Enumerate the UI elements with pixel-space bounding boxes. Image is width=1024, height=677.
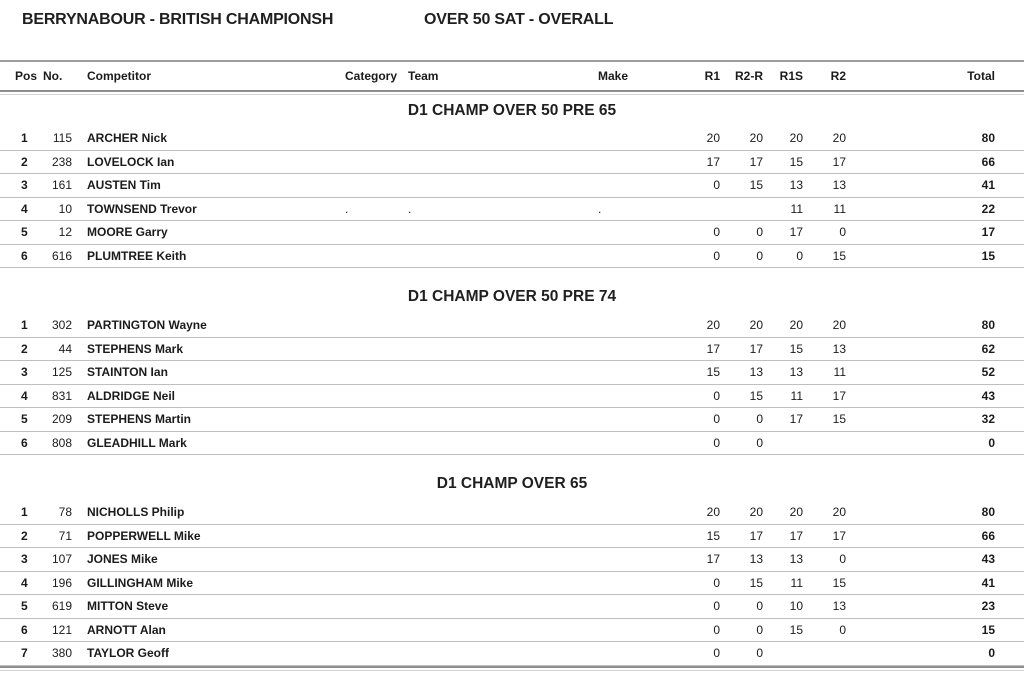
total-cell: 0 [988,646,995,661]
table-row [0,642,1024,666]
no-cell: 302 [51,318,72,333]
r2-r-cell: 0 [756,412,763,427]
pos-cell: 5 [21,412,28,427]
total-cell: 15 [981,622,995,637]
no-cell: 71 [58,528,72,543]
r1s-cell: 17 [789,528,803,543]
pos-cell: 1 [21,505,28,520]
no-cell: 125 [51,365,72,380]
r2-r-cell: 0 [756,599,763,614]
no-cell: 12 [58,225,72,240]
r2-cell: 17 [832,528,846,543]
total-cell: 52 [981,365,995,380]
r1s-cell: 15 [789,622,803,637]
header-r2: R2 [830,69,846,83]
no-cell: 107 [51,552,72,567]
no-cell: 238 [51,154,72,169]
table-header-row [0,60,1024,90]
r1s-cell: 13 [789,365,803,380]
competitor-cell: STAINTON Ian [87,365,168,380]
total-cell: 43 [981,388,995,403]
results-table-body [0,95,1024,666]
r1s-cell: 13 [789,552,803,567]
total-cell: 41 [981,178,995,193]
r2-cell: 13 [832,178,846,193]
document-title: BERRYNABOUR - BRITISH CHAMPIONSH [22,11,334,28]
total-cell: 23 [981,599,995,614]
pos-cell: 3 [21,365,28,380]
pos-cell: 2 [21,341,28,356]
r1-cell: 0 [713,435,720,450]
competitor-cell: TAYLOR Geoff [87,646,170,661]
no-cell: 831 [51,388,72,403]
table-row [0,338,1024,362]
total-cell: 32 [981,412,995,427]
pos-cell: 6 [21,435,28,450]
competitor-cell: ALDRIDGE Neil [87,388,176,403]
section-d1-champ-over-65 [0,455,1024,666]
competitor-cell: PLUMTREE Keith [87,248,187,263]
table-row [0,361,1024,385]
section-title: D1 CHAMP OVER 50 PRE 74 [407,288,617,305]
competitor-cell: ARNOTT Alan [87,622,166,637]
section-d1-champ-over-50-pre-74 [0,268,1024,455]
table-row [0,314,1024,338]
r2-cell: 11 [833,201,846,216]
pos-cell: 4 [21,388,28,403]
total-cell: 22 [981,201,995,216]
r1-cell: 0 [713,248,720,263]
r1s-cell: 0 [796,248,803,263]
r1-cell: 17 [706,154,720,169]
r1s-cell: 17 [789,225,803,240]
r1s-cell: 20 [789,131,803,146]
r1-cell: 0 [713,225,720,240]
category-cell: . [345,201,349,216]
section-title: D1 CHAMP OVER 50 PRE 65 [407,102,617,119]
r2-r-cell: 20 [749,131,763,146]
r2-r-cell: 17 [749,154,763,169]
r1s-cell: 17 [789,412,803,427]
pos-cell: 6 [21,248,28,263]
r2-r-cell: 0 [756,225,763,240]
r1-cell: 15 [706,528,720,543]
pos-cell: 2 [21,528,28,543]
document-subtitle: OVER 50 SAT - OVERALL [424,11,614,28]
competitor-cell: GLEADHILL Mark [87,435,187,450]
r1s-cell: 10 [789,599,803,614]
total-cell: 41 [981,575,995,590]
r2-r-cell: 17 [749,528,763,543]
header-team: Team [408,69,439,83]
table-row [0,221,1024,245]
make-cell: . [598,201,602,216]
table-row [0,572,1024,596]
total-cell: 66 [981,154,995,169]
table-row [0,432,1024,456]
pos-cell: 6 [21,622,28,637]
r2-cell: 20 [832,131,846,146]
r2-cell: 20 [832,505,846,520]
r2-cell: 0 [839,225,846,240]
competitor-cell: POPPERWELL Mike [87,528,201,543]
table-row [0,619,1024,643]
competitor-cell: TOWNSEND Trevor [87,201,197,216]
competitor-cell: LOVELOCK Ian [87,154,175,169]
competitor-cell: NICHOLLS Philip [87,505,185,520]
table-row [0,548,1024,572]
competitor-cell: ARCHER Nick [87,131,168,146]
r2-r-cell: 0 [756,646,763,661]
no-cell: 380 [51,646,72,661]
pos-cell: 5 [21,599,28,614]
no-cell: 10 [58,201,72,216]
r1-cell: 0 [713,599,720,614]
table-row [0,198,1024,222]
no-cell: 115 [52,131,72,146]
no-cell: 209 [51,412,72,427]
no-cell: 78 [58,505,72,520]
no-cell: 616 [51,248,72,263]
header-r1s: R1S [779,69,803,83]
total-cell: 66 [981,528,995,543]
header-r2-r: R2-R [734,69,763,83]
total-cell: 80 [981,505,995,520]
r2-r-cell: 0 [756,435,763,450]
pos-cell: 7 [21,646,28,661]
r2-r-cell: 13 [749,552,763,567]
competitor-cell: MOORE Garry [87,225,168,240]
total-cell: 80 [981,131,995,146]
pos-cell: 1 [21,318,28,333]
no-cell: 161 [51,178,72,193]
r1-cell: 0 [713,178,720,193]
table-row [0,151,1024,175]
pos-cell: 5 [21,225,28,240]
no-cell: 619 [51,599,72,614]
r2-r-cell: 20 [749,505,763,520]
section-title: D1 CHAMP OVER 65 [436,475,588,492]
r1s-cell: 20 [789,318,803,333]
r1-cell: 0 [713,575,720,590]
total-cell: 17 [981,225,995,240]
table-row [0,408,1024,432]
r2-r-cell: 13 [749,365,763,380]
r2-cell: 13 [832,599,846,614]
header-pos: Pos [15,69,38,83]
r1-cell: 17 [706,552,720,567]
team-cell: . [408,201,412,216]
no-cell: 808 [51,435,72,450]
r1-cell: 0 [713,646,720,661]
table-row [0,595,1024,619]
r1-cell: 15 [706,365,720,380]
r2-r-cell: 0 [756,248,763,263]
r1-cell: 0 [713,622,720,637]
total-cell: 80 [981,318,995,333]
table-row [0,245,1024,269]
header-total: Total [967,69,995,83]
competitor-cell: JONES Mike [87,552,158,567]
r2-r-cell: 17 [749,341,763,356]
total-cell: 0 [988,435,995,450]
title-spacer [0,0,1024,60]
header-category: Category [345,69,398,83]
r1s-cell: 11 [790,388,803,403]
competitor-cell: AUSTEN Tim [87,178,161,193]
r2-cell: 11 [833,365,846,380]
total-cell: 43 [981,552,995,567]
pos-cell: 3 [21,178,28,193]
r2-cell: 0 [839,622,846,637]
competitor-cell: GILLINGHAM Mike [87,575,194,590]
r1-cell: 20 [706,318,720,333]
r1-cell: 0 [713,412,720,427]
table-row [0,385,1024,409]
table-row [0,174,1024,198]
r2-r-cell: 15 [749,388,763,403]
table-row [0,127,1024,151]
r2-cell: 15 [832,248,846,263]
competitor-cell: STEPHENS Mark [87,341,184,356]
section-d1-champ-over-50-pre-65 [0,95,1024,268]
pos-cell: 2 [21,154,28,169]
r1-cell: 20 [706,131,720,146]
header-r1: R1 [704,69,720,83]
competitor-cell: MITTON Steve [87,599,169,614]
r2-cell: 0 [839,552,846,567]
r2-r-cell: 0 [756,622,763,637]
r1s-cell: 15 [789,341,803,356]
r2-cell: 20 [832,318,846,333]
pos-cell: 4 [21,575,28,590]
pos-cell: 4 [21,201,28,216]
r2-cell: 17 [832,388,846,403]
total-cell: 15 [981,248,995,263]
r1s-cell: 15 [789,154,803,169]
table-row [0,501,1024,525]
r1-cell: 17 [706,341,720,356]
table-row [0,525,1024,549]
no-cell: 196 [51,575,72,590]
r1s-cell: 13 [789,178,803,193]
header-competitor: Competitor [87,69,151,83]
no-cell: 44 [58,341,72,356]
r1s-cell: 11 [790,575,803,590]
total-cell: 62 [981,341,995,356]
r2-cell: 13 [832,341,846,356]
r1-cell: 0 [713,388,720,403]
header-no: No. [43,69,63,83]
r2-r-cell: 15 [749,178,763,193]
pos-cell: 3 [21,552,28,567]
pos-cell: 1 [21,131,28,146]
r1s-cell: 11 [790,201,803,216]
no-cell: 121 [51,622,72,637]
table-bottom-divider [0,666,1024,671]
r2-cell: 15 [832,412,846,427]
r1-cell: 20 [706,505,720,520]
r2-r-cell: 15 [749,575,763,590]
competitor-cell: PARTINGTON Wayne [87,318,207,333]
r2-r-cell: 20 [749,318,763,333]
header-make: Make [598,69,629,83]
r1s-cell: 20 [789,505,803,520]
competitor-cell: STEPHENS Martin [87,412,192,427]
r2-cell: 17 [832,154,846,169]
table-header [0,60,1024,90]
r2-cell: 15 [832,575,846,590]
